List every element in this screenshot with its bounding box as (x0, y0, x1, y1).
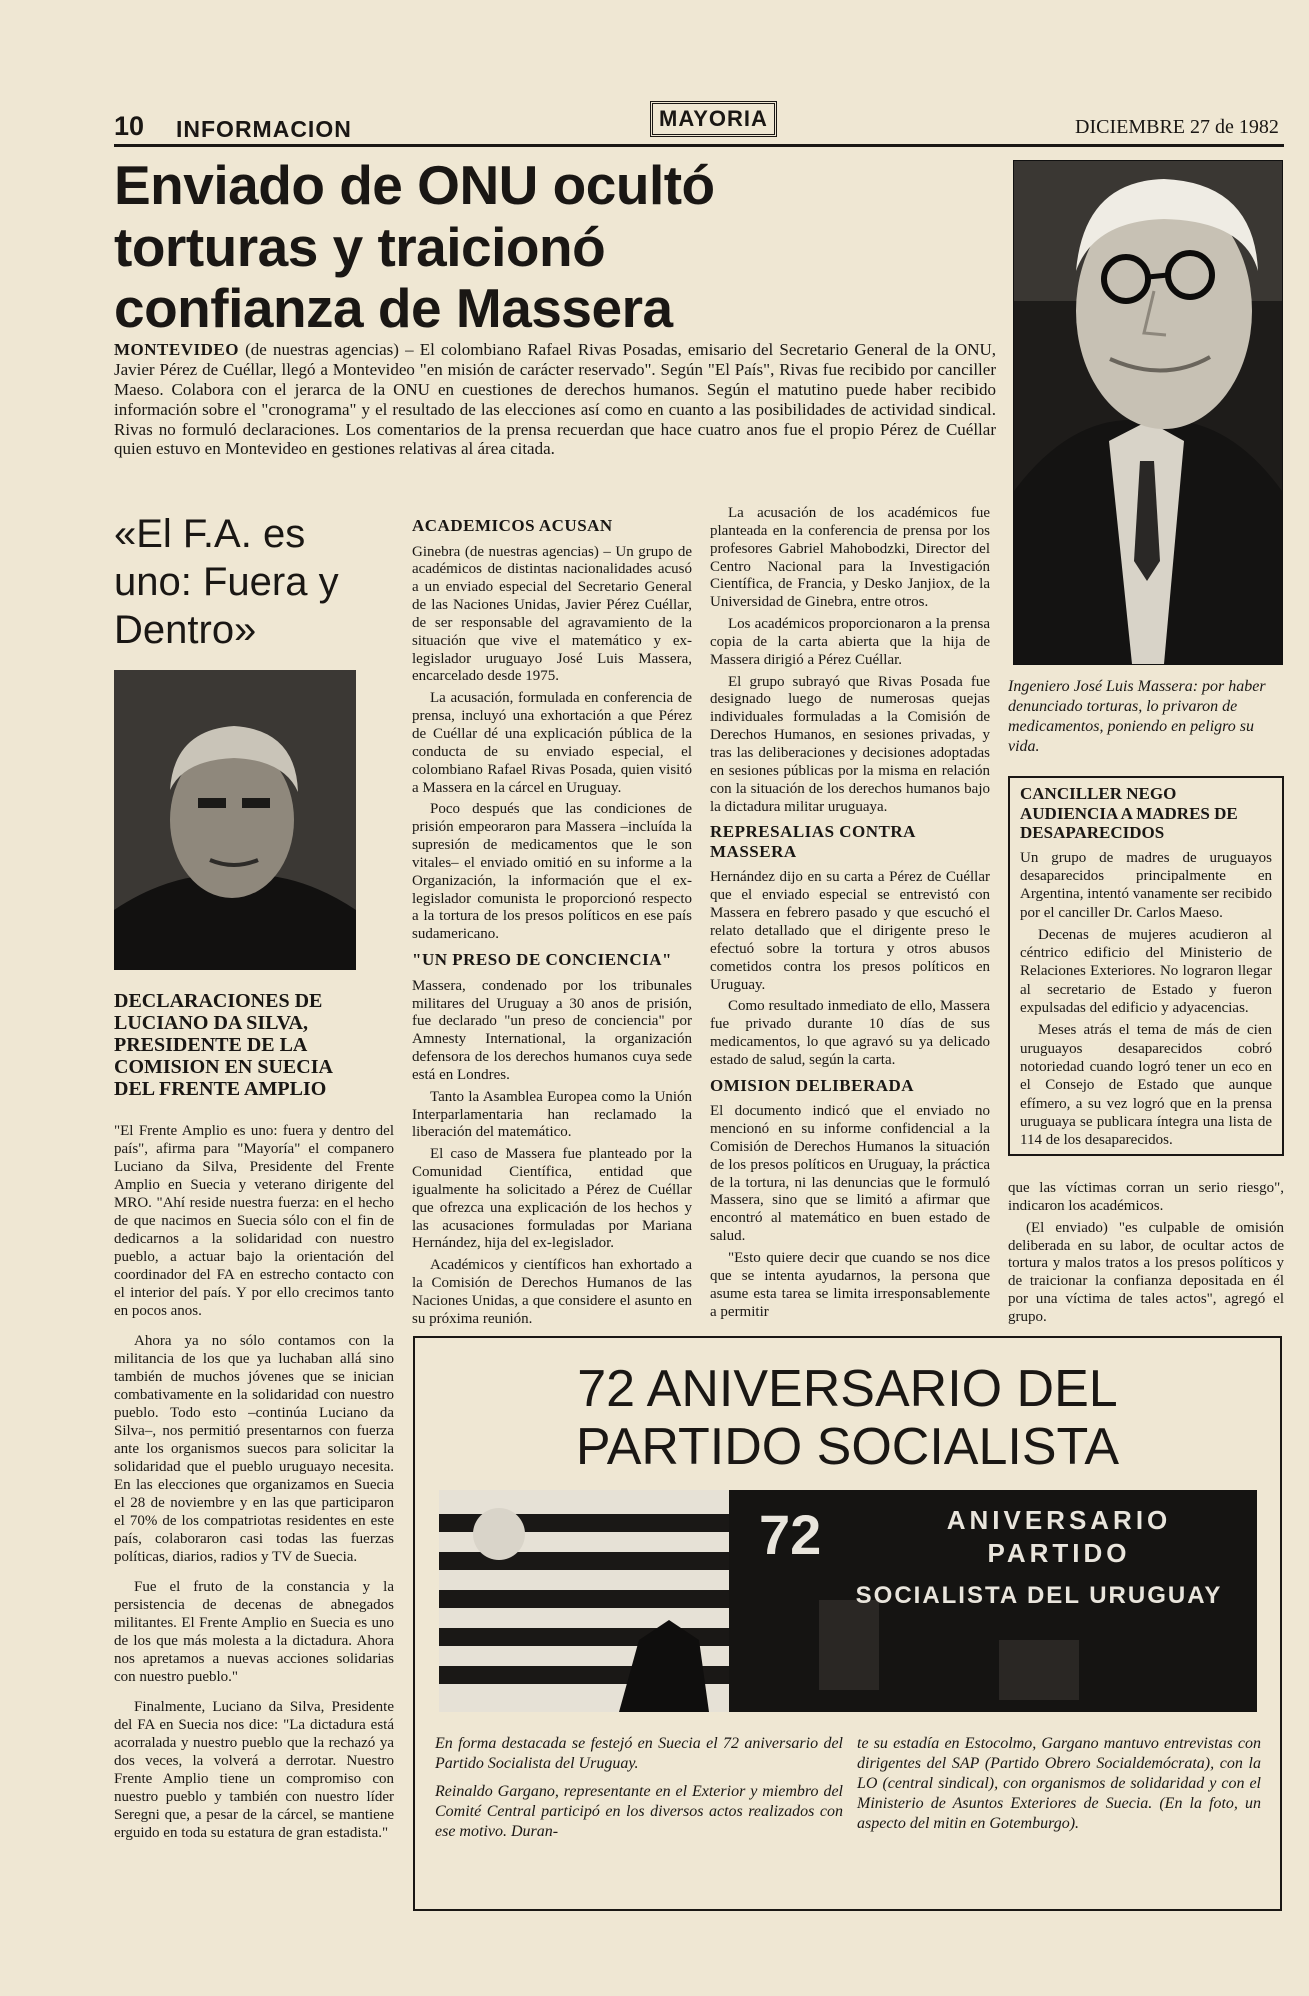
subhead-preso-conciencia: "UN PRESO DE CONCIENCIA" (412, 950, 672, 970)
box-headline (415, 1360, 1280, 1476)
massera-photo-caption (1008, 677, 1284, 757)
box-title: CANCILLER NEGO AUDIENCIA A MADRES DE DESAPARECIDOS (1020, 784, 1238, 843)
header-rule (114, 144, 1284, 147)
article-paragraph: Los académicos proporcionaron a la prensa copia de la carta abierta que la hija de Massera dirigió a Pérez Cuéllar. (710, 616, 990, 668)
issue-date: DICIEMBRE 27 de 1982 (1075, 116, 1279, 138)
caption-paragraph: Reinaldo Gargano, representante en el Exterior y miembro del Comité Central participó en los diversos actos realizados con ese motivo. Duran- (435, 1783, 843, 1840)
banner-line-3: SOCIALISTA DEL URUGUAY (855, 1582, 1223, 1609)
canciller-box (1008, 776, 1284, 1156)
banner-number: 72 (759, 1503, 822, 1566)
left-subheadline: DECLARACIONES DE LUCIANO DA SILVA, PRESIDENTE DE LA COMISION EN SUECIA DEL FRENTE AMPLIO (114, 990, 332, 1100)
column-2 (412, 510, 692, 1333)
article-paragraph: Como resultado inmediato de ello, Massera fue privado durante 10 días de sus medicamentos, lo que agravó su ya delicado estado de salud, según la carta. (710, 998, 990, 1068)
article-paragraph: Ginebra (de nuestras agencias) – Un grupo de académicos de distintas nacionalidades acusó a un enviado especial del Secretario General de las Naciones Unidas, Javier Pérez Cuéllar, de ser responsable del agravamiento de la situación que vive el matemático y ex-legislador uruguayo José Luis Massera, encarcelado desde 1975. (412, 543, 692, 685)
article-paragraph: Tanto la Asamblea Europea como la Unión Interparlamentaria han reclamado la liberación del matemático. (412, 1088, 692, 1141)
masthead-logo: MAYORIA (650, 101, 777, 137)
massera-photo (1013, 160, 1283, 665)
article-paragraph: que las víctimas corran un serio riesgo", indicaron los académicos. (1008, 1180, 1284, 1214)
article-paragraph: Massera, condenado por los tribunales militares del Uruguay a 30 anos de prisión, fue declarado "un preso de conciencia" por Amnesty International, la organización defensora de los derechos humanos cuya sede está en Londres. (412, 977, 692, 1083)
box-paragraph: Decenas de mujeres acudieron al céntrico edificio del Ministerio de Relaciones Exteriores. No lograron llegar al secretario de Estado y fueron expulsadas del edificio y adyacencias. (1020, 926, 1272, 1017)
banner-line-2: PARTIDO (987, 1537, 1131, 1568)
headline-line-1: Enviado de ONU ocultó (114, 154, 715, 216)
caption-name: Ingeniero José Luis Massera: (1008, 678, 1199, 695)
caption-text: por haber denunciado torturas, lo privaron de medicamentos, poniendo en peligro su vida. (1008, 678, 1266, 755)
headline-line-3: confianza de Massera (114, 277, 673, 340)
subhead-academicos: ACADEMICOS ACUSAN (412, 516, 613, 535)
caption-right (857, 1734, 1261, 1842)
caption-paragraph: te su estadía en Estocolmo, Gargano mantuvo entrevistas con dirigentes del SAP (Partido Obrero Socialdemócrata), con la LO (central sindical), con organismos de solidaridad y con el Ministerio de Asuntos Exteriores de Suecia. (En la foto, un aspecto del mitin en Gotemburgo). (857, 1735, 1261, 1832)
article-paragraph: El caso de Massera fue planteado por la Comunidad Científica, entidad que igualmente ha solicitado a Pérez de Cuéllar que ofrezca una explicación de los hechos y las acusaciones formuladas por Mariana Hernández, hija del ex-legislador. (412, 1146, 692, 1252)
article-paragraph: La acusación, formulada en conferencia de prensa, incluyó una exhortación a que Pérez de Cuéllar dé una explicación pública de la conducta de su enviado especial, el colombiano Rafael Rivas Posada, quien visitó a Massera en la cárcel en Uruguay. (412, 690, 692, 796)
box-headline-line-1: 72 ANIVERSARIO DEL (577, 1360, 1118, 1418)
article-paragraph: Finalmente, Luciano da Silva, Presidente del FA en Suecia nos dice: "La dictadura está acorralada y nuestro pueblo que la rechazó ya dos veces, la volverá a derrotar. Nuestro Frente Amplio tiene un compromiso con nuestro pueblo y también con nuestro líder Seregni que, a pesar de la cárcel, se mantiene erguido en toda su estatura de gran estadista." (114, 1699, 394, 1841)
subhead-omision: OMISION DELIBERADA (710, 1075, 915, 1095)
caption-left (435, 1734, 843, 1850)
article-paragraph: El documento indicó que el enviado no mencionó en su informe confidencial a la Comisión de Derechos Humanos la situación de los presos políticos en Uruguay, la práctica de la tortura, ni las denuncias que le formuló Massera, sino que se limitó a afirmar que encontró al matemático en buen estado de salud. (710, 1103, 990, 1245)
partido-socialista-box (413, 1336, 1282, 1911)
pull-quote: «El F.A. es uno: Fuera y Dentro» (114, 512, 339, 652)
article-paragraph: Poco después que las condiciones de prisión empeoraron para Massera –incluída la supresión de medicamentos que le son vitales– el enviado omitió en su informe a la Organización, la información que el ex-legislador comunista le proporcionó respecto a la tortura de los presos políticos en ese país sudamericano. (412, 801, 692, 943)
rally-photo (439, 1490, 1257, 1712)
column-4 (1008, 1180, 1284, 1331)
article-paragraph: Ahora ya no sólo contamos con la militancia de los que ya luchaban allá sino también de muchos jóvenes que se inician combativamente en la solidaridad con nuestro pueblo. Todo esto –continúa Luciano da Silva–, nos permitió presentarnos con fuerza ante los organismos suecos para solicitar la solidaridad que el pueblo uruguayo necesita. En las elecciones que organizamos en Suecia el 28 de noviembre y en las que participaron el 70% de los compatriotas residentes en este país, colaboraron casi todas las fuerzas políticas, diarios, radios y TV de Suecia. (114, 1333, 394, 1565)
caption-paragraph: En forma destacada se festejó en Suecia el 72 aniversario del Partido Socialista del Uruguay. (435, 1735, 843, 1772)
subhead-represalias: REPRESALIAS CONTRA MASSERA (710, 822, 916, 861)
section-label: INFORMACION (176, 116, 352, 142)
box-headline-line-2: PARTIDO SOCIALISTA (575, 1418, 1120, 1477)
luciano-da-silva-photo (114, 670, 356, 970)
article-paragraph: El grupo subrayó que Rivas Posada fue designado luego de numerosas quejas individuales formuladas a la Comisión de Derechos Humanos, en sesiones privadas, y tras las deliberaciones y decisiones adoptadas en sesiones públicas por la misma en relación con la situación de los derechos humanos bajo la dictadura militar uruguaya. (710, 673, 990, 815)
article-paragraph: La acusación de los académicos fue planteada en la conferencia de prensa por los profesores Gabriel Mahobodzki, Director del Centro Nacional para la Investigación Científica, de Francia, y Desko Janjiox, de la Universidad de Ginebra, entre otros. (710, 505, 990, 611)
banner-text (879, 1504, 1239, 1569)
box-paragraph: Un grupo de madres de uruguayos desaparecidos principalmente en Argentina, intentó vanamente ser recibido por el canciller Dr. Carlos Maeso. (1020, 849, 1272, 921)
page-number: 10 (114, 111, 145, 141)
box-paragraph: Meses atrás el tema de más de cien uruguayos desaparecidos cobró notoriedad cuando logró tener un eco en el Consejo de Estado que aunque efímero, a su vez logró que en la prensa uruguaya se publicara íntegra una lista de 114 de los desaparecidos. (1020, 1022, 1272, 1149)
banner-line-1: ANIVERSARIO (946, 1505, 1172, 1535)
article-paragraph: Académicos y científicos han exhortado a la Comisión de Derechos Humanos de las Naciones Unidas, a que considere el asunto en su próxima reunión. (412, 1257, 692, 1327)
lead-text: (de nuestras agencias) – El colombiano Rafael Rivas Posadas, emisario del Secretario General de la ONU, Javier Pérez de Cuéllar, llegó a Montevideo "en misión de carácter reservado". Según "El País", Rivas fue recibido por canciller Maeso. Colabora con el jerarca de la ONU en cuestiones de derechos humanos. Según el matutino puede haber recibido información sobre el "cronograma" y el resultado de las elecciones así como en cuanto a las posibilidades de actividad sindical. Rivas no formuló declaraciones. Los comentarios de la prensa recuerdan que hace cuatro anos fue el propio Pérez de Cuéllar quien estuvo en Montevideo en gestiones relativas al área citada. (114, 340, 997, 459)
left-article (114, 1122, 394, 1854)
dateline: MONTEVIDEO (114, 340, 239, 359)
article-paragraph: "Esto quiere decir que cuando se nos dice que se intenta ayudarnos, la persona que asume esta tarea se limita irresponsablemente a permitir (710, 1250, 990, 1320)
article-paragraph: Hernández dijo en su carta a Pérez de Cuéllar que el enviado especial se entrevistó con Massera en febrero pasado y que escuchó el relato detallado que el dirigente preso le efectuó sobre la tortura y otros abusos cometidos contra los presos políticos en Uruguay. (710, 869, 990, 993)
article-paragraph: "El Frente Amplio es uno: fuera y dentro del país", afirma para "Mayoría" el companero Luciano da Silva, Presidente del Frente Amplio en Suecia y veterano dirigente del MRO. "Ahí reside nuestra fuerza: en el hecho de que nacimos en Suecia sólo con el fin de dedicarnos a la solidaridad con nuestro pueblo, a actuar bajo la orientación del coordinador del FA en estrecho contacto con el interior del país. Y por ello crecimos tanto en pocos anos. (114, 1123, 394, 1319)
headline-line-2: torturas y traicionó (114, 215, 606, 278)
main-headline (114, 155, 1014, 340)
column-3 (710, 505, 990, 1325)
lead-paragraph (114, 340, 996, 459)
article-paragraph: Fue el fruto de la constancia y la persistencia de decenas de abnegados militantes. El Frente Amplio en Suecia es uno de los que más molesta a la dictadura. Ahora nos apretamos a nuevas acciones solidarias con nuestro pueblo." (114, 1579, 394, 1685)
article-paragraph: (El enviado) "es culpable de omisión deliberada en su labor, de ocultar actos de tortura y malos tratos a los presos políticos y de traicionar la confianza depositada en él por una víctima de tales actos", agregó el grupo. (1008, 1219, 1284, 1325)
